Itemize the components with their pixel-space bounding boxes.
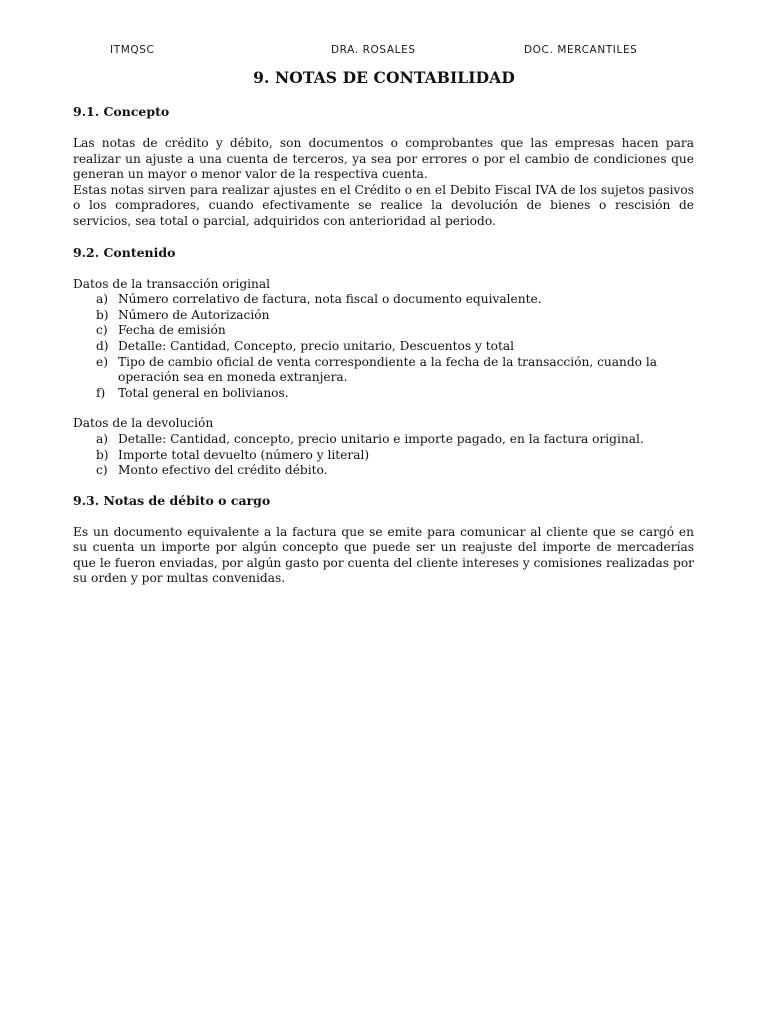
list-marker: a) <box>96 292 109 307</box>
section-heading-contenido: 9.2. Contenido <box>73 244 176 260</box>
section-heading-notas-debito: 9.3. Notas de débito o cargo <box>73 492 271 508</box>
list-marker: a) <box>96 431 109 446</box>
list-marker: c) <box>96 463 108 478</box>
list-item-text: Total general en bolivianos. <box>118 385 289 400</box>
document-title: 9. NOTAS DE CONTABILIDAD <box>253 68 515 87</box>
page-header <box>0 44 768 60</box>
list-item <box>73 339 694 355</box>
list-item-text: Número correlativo de factura, nota fiscal o documento equivalente. <box>118 292 542 307</box>
list-intro-devolucion: Datos de la devolución <box>73 416 214 431</box>
list-item <box>73 292 694 308</box>
list-item-text: Tipo de cambio oficial de venta correspondiente a la fecha de la transacción, cuando la operación sea en moneda extranjera. <box>118 354 658 385</box>
list-marker: e) <box>96 354 108 369</box>
list-item <box>73 432 694 448</box>
list-item-text: Número de Autorización <box>118 307 270 322</box>
header-author: DRA. ROSALES <box>331 44 416 56</box>
document-body <box>73 104 694 587</box>
list-item-text: Importe total devuelto (número y literal) <box>118 447 370 462</box>
list-item-text: Detalle: Cantidad, concepto, precio unitario e importe pagado, en la factura original. <box>118 431 644 446</box>
list-devolucion <box>73 432 694 479</box>
concepto-paragraph-1: Las notas de crédito y débito, son documentos o comprobantes que las empresas hacen para realizar un ajuste a una cuenta de terceros, ya sea por errores o por el cambio de condiciones que generan un mayor o menor valor de la respectiva cuenta. <box>73 136 694 182</box>
notas-debito-paragraph: Es un documento equivalente a la factura que se emite para comunicar al cliente que se cargó en su cuenta un importe por algún concepto que puede ser un reajuste del importe de mercaderías que le fueron enviadas, por algún gasto por cuenta del cliente intereses y comisiones realizadas por su orden y por multas convenidas. <box>73 524 694 586</box>
list-item-text: Monto efectivo del crédito débito. <box>118 463 328 478</box>
list-marker: f) <box>96 385 106 400</box>
list-item-text: Fecha de emisión <box>118 323 226 338</box>
list-item-text: Detalle: Cantidad, Concepto, precio unitario, Descuentos y total <box>118 338 515 353</box>
list-item <box>73 448 694 464</box>
list-marker: b) <box>96 307 109 322</box>
list-item <box>73 308 694 324</box>
list-item <box>73 386 694 402</box>
concepto-paragraph-2: Estas notas sirven para realizar ajustes en el Crédito o en el Debito Fiscal IVA de los sujetos pasivos o los compradores, cuando efectivamente se realice la devolución de bienes o rescisión de servicios, sea total o parcial, adquiridos con anterioridad al periodo. <box>73 182 694 228</box>
header-subject: DOC. MERCANTILES <box>524 44 638 56</box>
list-item <box>73 323 694 339</box>
list-marker: d) <box>96 338 109 353</box>
list-item <box>73 463 694 479</box>
header-institution: ITMQSC <box>110 44 155 56</box>
section-heading-concepto: 9.1. Concepto <box>73 104 170 119</box>
list-transaccion-original <box>73 292 694 401</box>
list-marker: c) <box>96 323 108 338</box>
list-marker: b) <box>96 447 109 462</box>
list-item <box>73 355 694 386</box>
list-intro-transaccion: Datos de la transacción original <box>73 276 271 291</box>
